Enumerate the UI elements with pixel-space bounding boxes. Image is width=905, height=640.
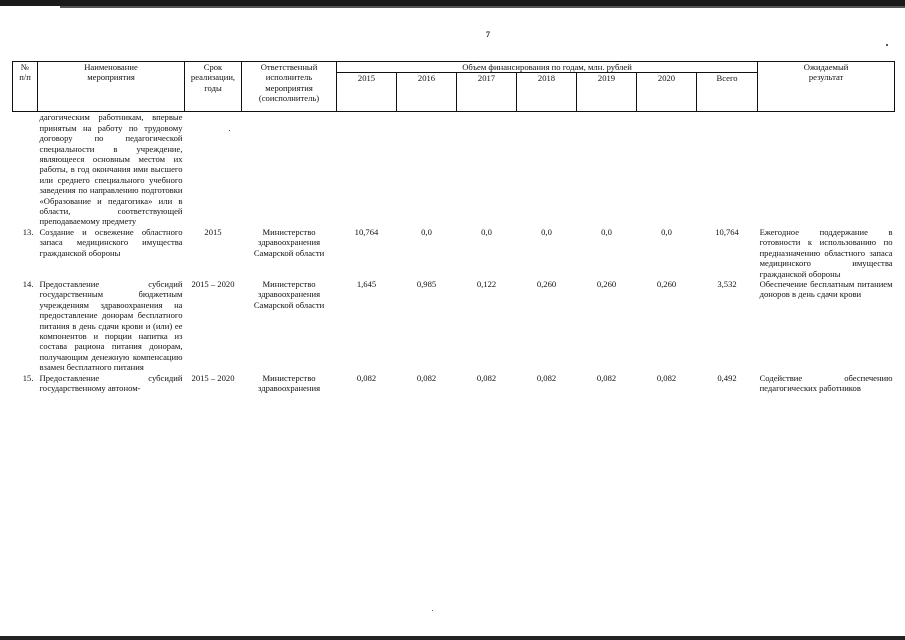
page-number: 7 (486, 30, 490, 39)
row-value-2019: 0,082 (596, 372, 617, 383)
row-value-2016: 0,0 (421, 226, 432, 237)
row-executor: Министерство здравоохранения (257, 372, 321, 393)
row-result (758, 112, 895, 227)
table-row (13, 227, 895, 279)
scan-speck (886, 44, 888, 46)
scan-speck (432, 610, 433, 611)
row-value-2016: 0,985 (416, 278, 437, 289)
row-num (13, 112, 38, 227)
row-value-2015: 1,645 (356, 278, 377, 289)
row-value-2015: 10,764 (354, 226, 379, 237)
row-value-total: 0,492 (717, 372, 737, 383)
header-period: Срок реализации, годы (185, 62, 242, 112)
header-year-2015: 2015 (337, 73, 397, 112)
measures-table (12, 61, 895, 393)
row-value-2017: 0,082 (476, 372, 497, 383)
row-num: 15. (22, 372, 34, 383)
row-value-2020: 0,0 (661, 226, 672, 237)
header-executor: Ответственный исполнитель мероприятия (соисполнитель) (242, 62, 337, 112)
table-row (13, 373, 895, 394)
table-row (13, 112, 895, 227)
row-value-total: 10,764 (715, 226, 739, 237)
row-value-2019 (577, 112, 637, 227)
row-num: 13. (22, 226, 34, 237)
header-num: № п/п (13, 62, 38, 112)
scan-edge-bottom (0, 636, 905, 640)
row-executor (242, 112, 337, 227)
row-name: Создание и освежение областного запаса медицинского имущества гражданской обороны (39, 226, 183, 258)
row-period (185, 112, 242, 227)
row-value-2020 (637, 112, 697, 227)
row-value-2019: 0,0 (601, 226, 612, 237)
row-value-2018 (517, 112, 577, 227)
table-header (13, 62, 895, 112)
table-row (13, 279, 895, 373)
header-year-2020: 2020 (637, 73, 697, 112)
row-name: Предоставление субсидий государственному автоном- (39, 372, 183, 393)
header-year-2018: 2018 (517, 73, 577, 112)
row-result: Обеспечение бесплатным питанием доноров в день сдачи крови (759, 278, 893, 300)
row-value-total (697, 112, 758, 227)
row-value-2017 (457, 112, 517, 227)
header-name: Наименование мероприятия (38, 62, 185, 112)
row-value-2018: 0,082 (536, 372, 557, 383)
header-total: Всего (697, 73, 758, 112)
row-result: Ежегодное поддержание в готовности к использованию по предназначению областного запаса медицинского имущества гражданской обороны (759, 226, 893, 279)
row-value-total: 3,532 (717, 278, 737, 289)
header-year-2016: 2016 (397, 73, 457, 112)
row-period: 2015 (204, 226, 222, 237)
row-value-2015: 0,082 (356, 372, 377, 383)
row-value-2015 (337, 112, 397, 227)
row-value-2016 (397, 112, 457, 227)
row-executor: Министерство здравоохранения Самарской области (253, 278, 325, 310)
row-period: 2015 – 2020 (191, 278, 235, 289)
row-name: Предоставление субсидий государственным бюджетным учреждениям здравоохранения на предоставление донорам бесплатного питания в день сдачи крови и (или) ее компонентов и порции напитка из состава рациона питания донорам, получающим денежную компенсацию взамен бесплатного питания (39, 278, 183, 373)
row-value-2018: 0,260 (536, 278, 557, 289)
header-funding: Объем финансирования по годам, млн. рублей (337, 62, 758, 73)
row-value-2020: 0,082 (656, 372, 677, 383)
header-year-2019: 2019 (577, 73, 637, 112)
row-value-2019: 0,260 (596, 278, 617, 289)
header-year-2017: 2017 (457, 73, 517, 112)
row-executor: Министерство здравоохранения Самарской области (253, 226, 325, 258)
row-value-2020: 0,260 (656, 278, 677, 289)
scan-shadow-top (60, 6, 905, 8)
row-value-2017: 0,0 (481, 226, 492, 237)
row-period: 2015 – 2020 (191, 372, 235, 383)
row-value-2016: 0,082 (416, 372, 437, 383)
header-result: Ожидаемый результат (758, 62, 895, 112)
row-value-2017: 0,122 (476, 278, 497, 289)
row-name: дагогическим работникам, впервые принятым на работу по трудовому договору по педагогической специальности в учреждение, являющееся основным местом их работы, в год окончания ими высшего или среднего специального учебного заведения по направлению подготовки «Образование и педагогика» или в области, соответствующей преподаваемому предмету (39, 112, 183, 227)
row-result: Содействие обеспечению педагогических работников (759, 372, 893, 393)
row-num: 14. (22, 278, 34, 289)
row-value-2018: 0,0 (541, 226, 552, 237)
